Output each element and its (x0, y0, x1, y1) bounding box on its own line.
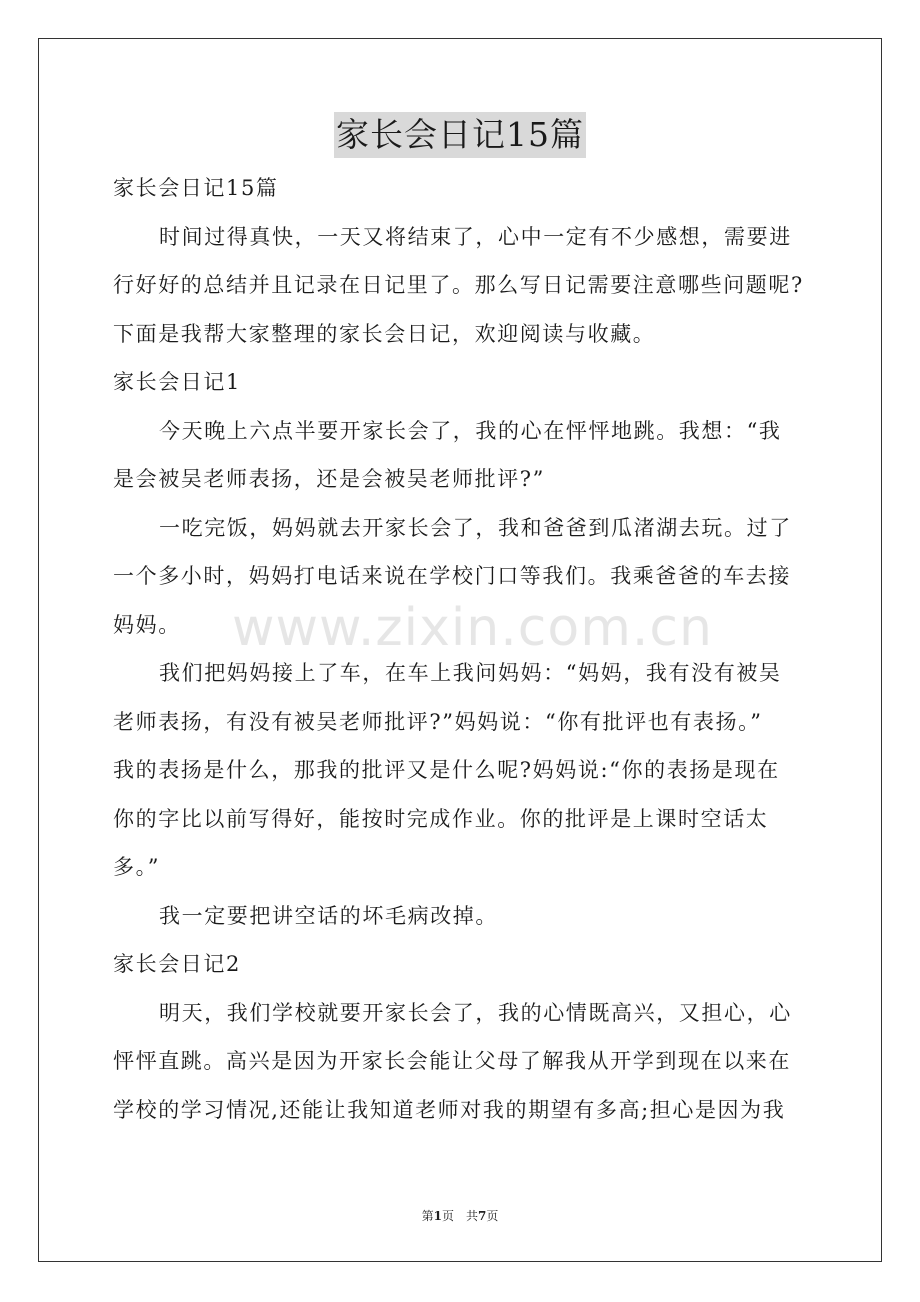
text-line: 我一定要把讲空话的坏毛病改掉。 (159, 903, 498, 928)
text-line: 时间过得真快，一天又将结束了，心中一定有不少感想，需要进 (159, 224, 792, 249)
text-line: 我们把妈妈接上了车，在车上我问妈妈：“妈妈，我有没有被吴 (159, 661, 782, 685)
footer-prefix: 第 (421, 1209, 434, 1223)
footer-total-pages: 7 (478, 1209, 487, 1223)
text-line: 学校的学习情况,还能让我知道老师对我的期望有多高;担心是因为我 (113, 1097, 786, 1122)
text-line: 老师表扬，有没有被吴老师批评?”妈妈说：“你有批评也有表扬。” (113, 709, 763, 734)
footer-mid: 页 共 (441, 1209, 478, 1223)
text-line: 家长会日记15篇 (113, 176, 279, 200)
text-line: 一个多小时，妈妈打电话来说在学校门口等我们。我乘爸爸的车去接 (113, 564, 791, 588)
text-line: 家长会日记1 (113, 370, 241, 394)
text-line: 今天晚上六点半要开家长会了，我的心在怦怦地跳。我想：“我 (159, 418, 782, 443)
text-line: 一吃完饭，妈妈就去开家长会了，我和爸爸到瓜渚湖去玩。过了 (159, 515, 792, 540)
watermark: www.zixin.com.cn (232, 598, 713, 658)
footer-page-number: 1 (433, 1209, 442, 1223)
text-line: 怦怦直跳。高兴是因为开家长会能让父母了解我从开学到现在以来在 (113, 1049, 791, 1073)
footer-suffix: 页 (486, 1209, 499, 1223)
text-line: 多。” (113, 855, 161, 879)
text-line: 下面是我帮大家整理的家长会日记，欢迎阅读与收藏。 (113, 321, 656, 346)
document-title: 家长会日记15篇 (334, 112, 586, 158)
page-footer (0, 1207, 920, 1224)
text-line: 我的表扬是什么，那我的批评又是什么呢?妈妈说:“你的表扬是现在 (113, 758, 780, 782)
text-line: 行好好的总结并且记录在日记里了。那么写日记需要注意哪些问题呢? (113, 273, 804, 297)
text-line: 明天，我们学校就要开家长会了，我的心情既高兴，又担心，心 (159, 1000, 792, 1025)
text-line: 是会被吴老师表扬，还是会被吴老师批评?” (113, 467, 545, 491)
document-title-wrapper (0, 112, 920, 158)
text-line: 家长会日记2 (113, 952, 241, 976)
text-line: 妈妈。 (113, 612, 181, 637)
text-line: 你的字比以前写得好，能按时完成作业。你的批评是上课时空话太 (113, 806, 769, 831)
